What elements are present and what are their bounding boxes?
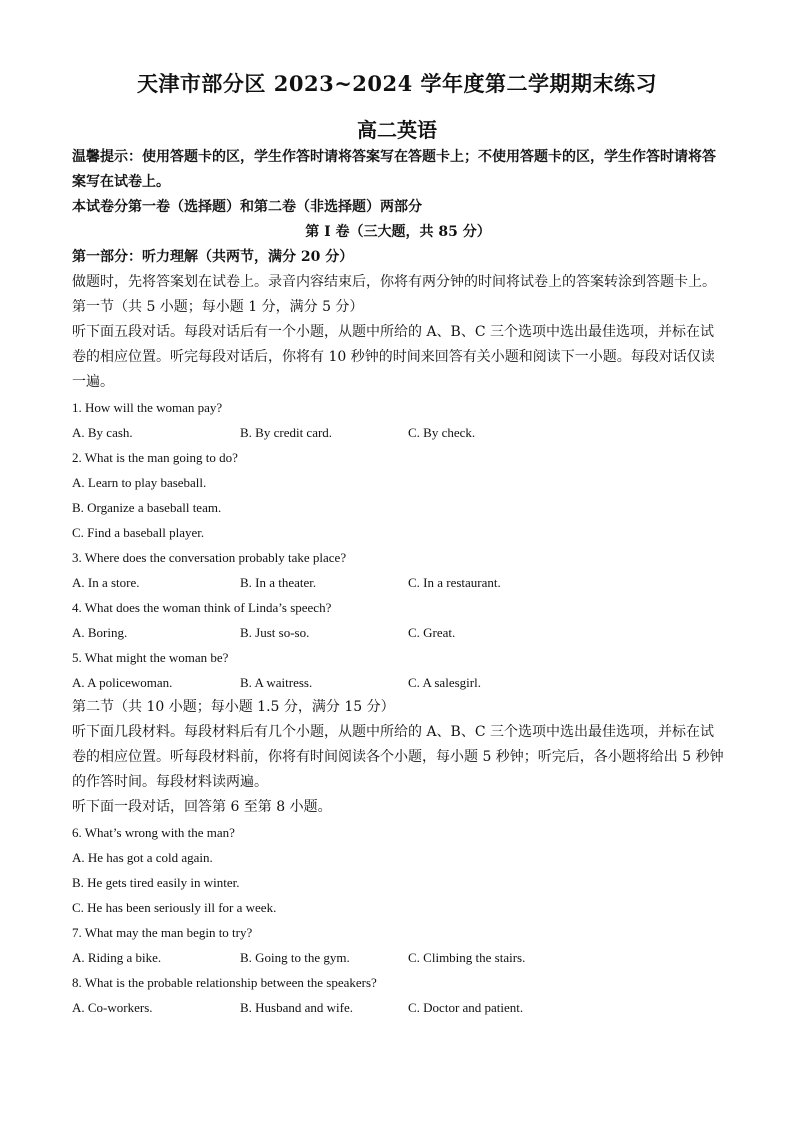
option-b: B. He gets tired easily in winter. <box>72 875 240 890</box>
option-b: B. In a theater. <box>240 575 317 590</box>
section2-heading: 第二节（共 10 小题；每小题 1.5 分，满分 15 分） <box>72 699 395 715</box>
page-subtitle: 高二英语 <box>357 118 437 142</box>
section1-instructions: 听下面五段对话。每段对话后有一个小题，从题中所给的 A、B、C 三个选项中选出最佳选项，并标在试卷的相应位置。听完每段对话后，你将有 10 秒钟的时间来回答有关小题和阅读下一小题。每段对话仅读一遍。 <box>72 324 715 390</box>
option-c: C. By check. <box>408 425 476 440</box>
option-c: C. He has been seriously ill for a week. <box>72 900 277 915</box>
option-b: B. A waitress. <box>240 675 313 690</box>
option-a: A. Co-workers. <box>72 1000 153 1015</box>
question-options <box>72 620 724 645</box>
option-c: C. Find a baseball player. <box>72 525 205 540</box>
notice-tip: 温馨提示：使用答题卡的区，学生作答时请将答案写在答题卡上；不使用答题卡的区，学生作答时请将答案写在试卷上。 <box>72 149 716 190</box>
question-stem: 1. How will the woman pay? <box>72 400 223 415</box>
exam-content <box>72 145 724 1020</box>
section2-instructions: 听下面几段材料。每段材料后有几个小题，从题中所给的 A、B、C 三个选项中选出最佳选项，并标在试卷的相应位置。听每段材料前，你将有时间阅读各个小题，每小题 5 秒钟；听完后，各小题将给出 5 秒钟的作答时间。每段材料读两遍。 <box>72 724 724 790</box>
question-options <box>72 420 724 445</box>
part1-heading: 第一部分：听力理解（共两节，满分 20 分） <box>72 249 354 265</box>
volume-heading: 第 I 卷（三大题，共 85 分） <box>305 224 491 240</box>
question-options <box>72 670 724 695</box>
option-a: A. In a store. <box>72 575 140 590</box>
option-b: B. Just so-so. <box>240 625 310 640</box>
option-a: A. A policewoman. <box>72 675 173 690</box>
question-stem: 3. Where does the conversation probably take place? <box>72 550 347 565</box>
option-a: A. Riding a bike. <box>72 950 162 965</box>
option-b: B. Going to the gym. <box>240 950 350 965</box>
question-stem: 4. What does the woman think of Linda’s speech? <box>72 600 332 615</box>
option-a: A. Learn to play baseball. <box>72 475 207 490</box>
question-stem: 7. What may the man begin to try? <box>72 925 253 940</box>
option-b: B. By credit card. <box>240 425 333 440</box>
option-c: C. Great. <box>408 625 456 640</box>
group-intro: 听下面一段对话，回答第 6 至第 8 小题。 <box>72 799 332 815</box>
option-c: C. Doctor and patient. <box>408 1000 524 1015</box>
option-c: C. Climbing the stairs. <box>408 950 526 965</box>
option-b: B. Husband and wife. <box>240 1000 354 1015</box>
question-stem: 2. What is the man going to do? <box>72 450 238 465</box>
option-a: A. He has got a cold again. <box>72 850 213 865</box>
question-stem: 6. What’s wrong with the man? <box>72 825 235 840</box>
option-c: C. In a restaurant. <box>408 575 501 590</box>
option-a: A. By cash. <box>72 425 133 440</box>
question-options <box>72 945 724 970</box>
option-b: B. Organize a baseball team. <box>72 500 222 515</box>
question-options <box>72 995 724 1020</box>
paper-structure: 本试卷分第一卷（选择题）和第二卷（非选择题）两部分 <box>72 199 422 215</box>
section1-heading: 第一节（共 5 小题；每小题 1 分，满分 5 分） <box>72 299 364 315</box>
question-stem: 8. What is the probable relationship between the speakers? <box>72 975 377 990</box>
part1-intro: 做题时，先将答案划在试卷上。录音内容结束后，你将有两分钟的时间将试卷上的答案转涂到答题卡上。 <box>72 274 716 290</box>
question-stem: 5. What might the woman be? <box>72 650 229 665</box>
option-a: A. Boring. <box>72 625 128 640</box>
question-options <box>72 570 724 595</box>
page-title: 天津市部分区 2023~2024 学年度第二学期期末练习 <box>136 71 658 96</box>
option-c: C. A salesgirl. <box>408 675 481 690</box>
